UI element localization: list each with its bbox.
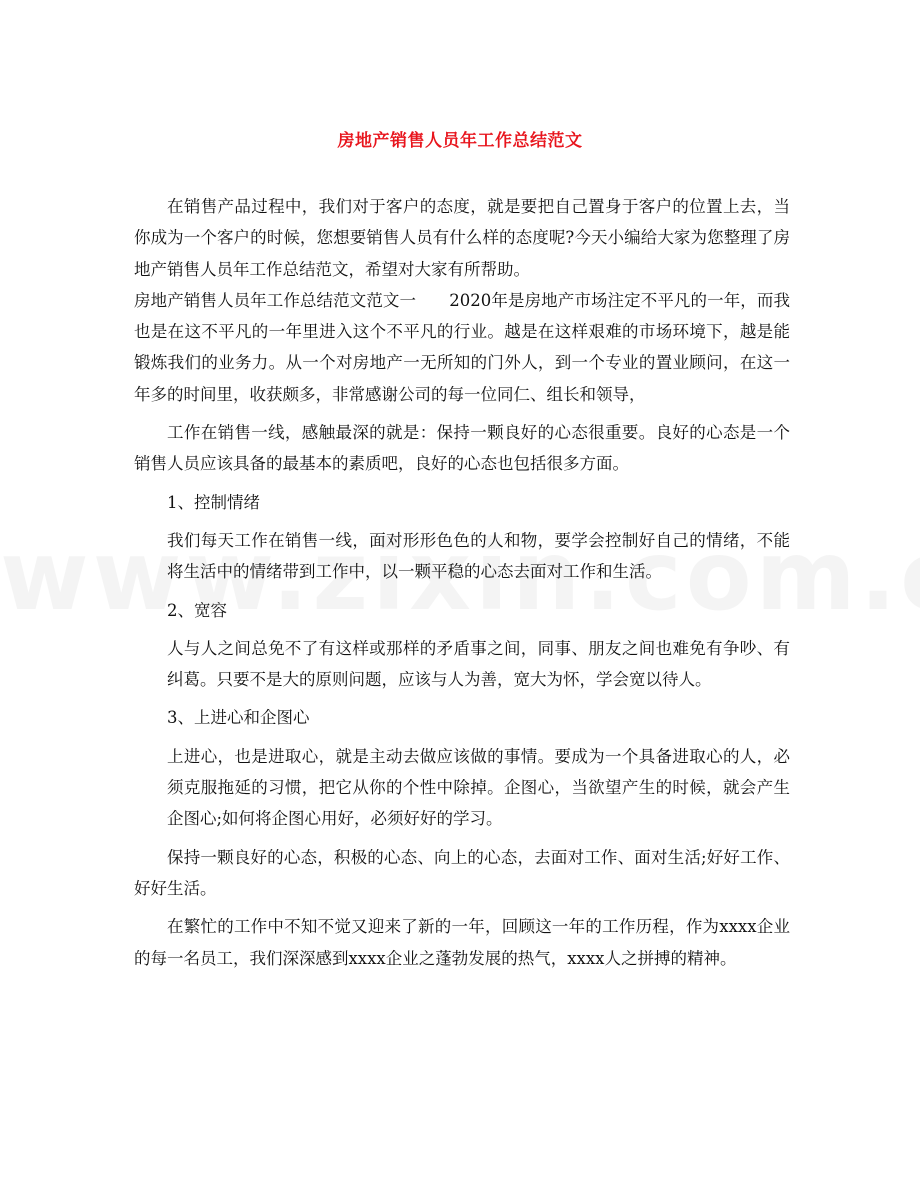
paragraph-intro: 在销售产品过程中，我们对于客户的态度，就是要把自己置身于客户的位置上去，当你成为一个客户的时候，您想要销售人员有什么样的态度呢?今天小编给大家为您整理了房地产销售人员年工作总结范文，希望对大家有所帮助。 <box>134 197 790 279</box>
paragraph-tolerance: 人与人之间总免不了有这样或那样的矛盾事之间，同事、朋友之间也难免有争吵、有纠葛。只要不是大的原则问题，应该与人为善，宽大为怀，学会宽以待人。 <box>167 638 790 690</box>
paragraph-mindset: 工作在销售一线，感触最深的就是：保持一颗良好的心态很重要。良好的心态是一个销售人员应该具备的最基本的素质吧，良好的心态也包括很多方面。 <box>134 423 790 474</box>
paragraph-section-one: 房地产销售人员年工作总结范文范文一 2020年是房地产市场注定不平凡的一年，而我也是在这不平凡的一年里进入这个不平凡的行业。越是在这样艰难的市场环境下，越是能锻炼我们的业务力。从一个对房地产一无所知的门外人，到一个专业的置业顾问，在这一年多的时间里，收获颇多，非常感谢公司的每一位同仁、组长和领导， <box>134 290 790 404</box>
document-body <box>134 191 790 974</box>
heading-ambition: 3、上进心和企图心 <box>167 708 310 728</box>
document-title: 房地产销售人员年工作总结范文 <box>337 131 583 151</box>
paragraph-attitude: 保持一颗良好的心态，积极的心态、向上的心态，去面对工作、面对生活;好好工作、好好生活。 <box>134 847 790 898</box>
paragraph-control-emotion: 我们每天工作在销售一线，面对形形色色的人和物，要学会控制好自己的情绪，不能将生活中的情绪带到工作中，以一颗平稳的心态去面对工作和生活。 <box>167 530 790 582</box>
paragraph-ambition: 上进心，也是进取心，就是主动去做应该做的事情。要成为一个具备进取心的人，必须克服拖延的习惯，把它从你的个性中除掉。企图心，当欲望产生的时候，就会产生企图心;如何将企图心用好，必须好好的学习。 <box>167 746 790 829</box>
heading-tolerance: 2、宽容 <box>167 600 227 620</box>
paragraph-new-year: 在繁忙的工作中不知不觉又迎来了新的一年，回顾这一年的工作历程，作为xxxx企业的每一名员工，我们深深感到xxxx企业之蓬勃发展的热气，xxxx人之拼搏的精神。 <box>134 917 790 968</box>
heading-control-emotion: 1、控制情绪 <box>167 492 260 512</box>
